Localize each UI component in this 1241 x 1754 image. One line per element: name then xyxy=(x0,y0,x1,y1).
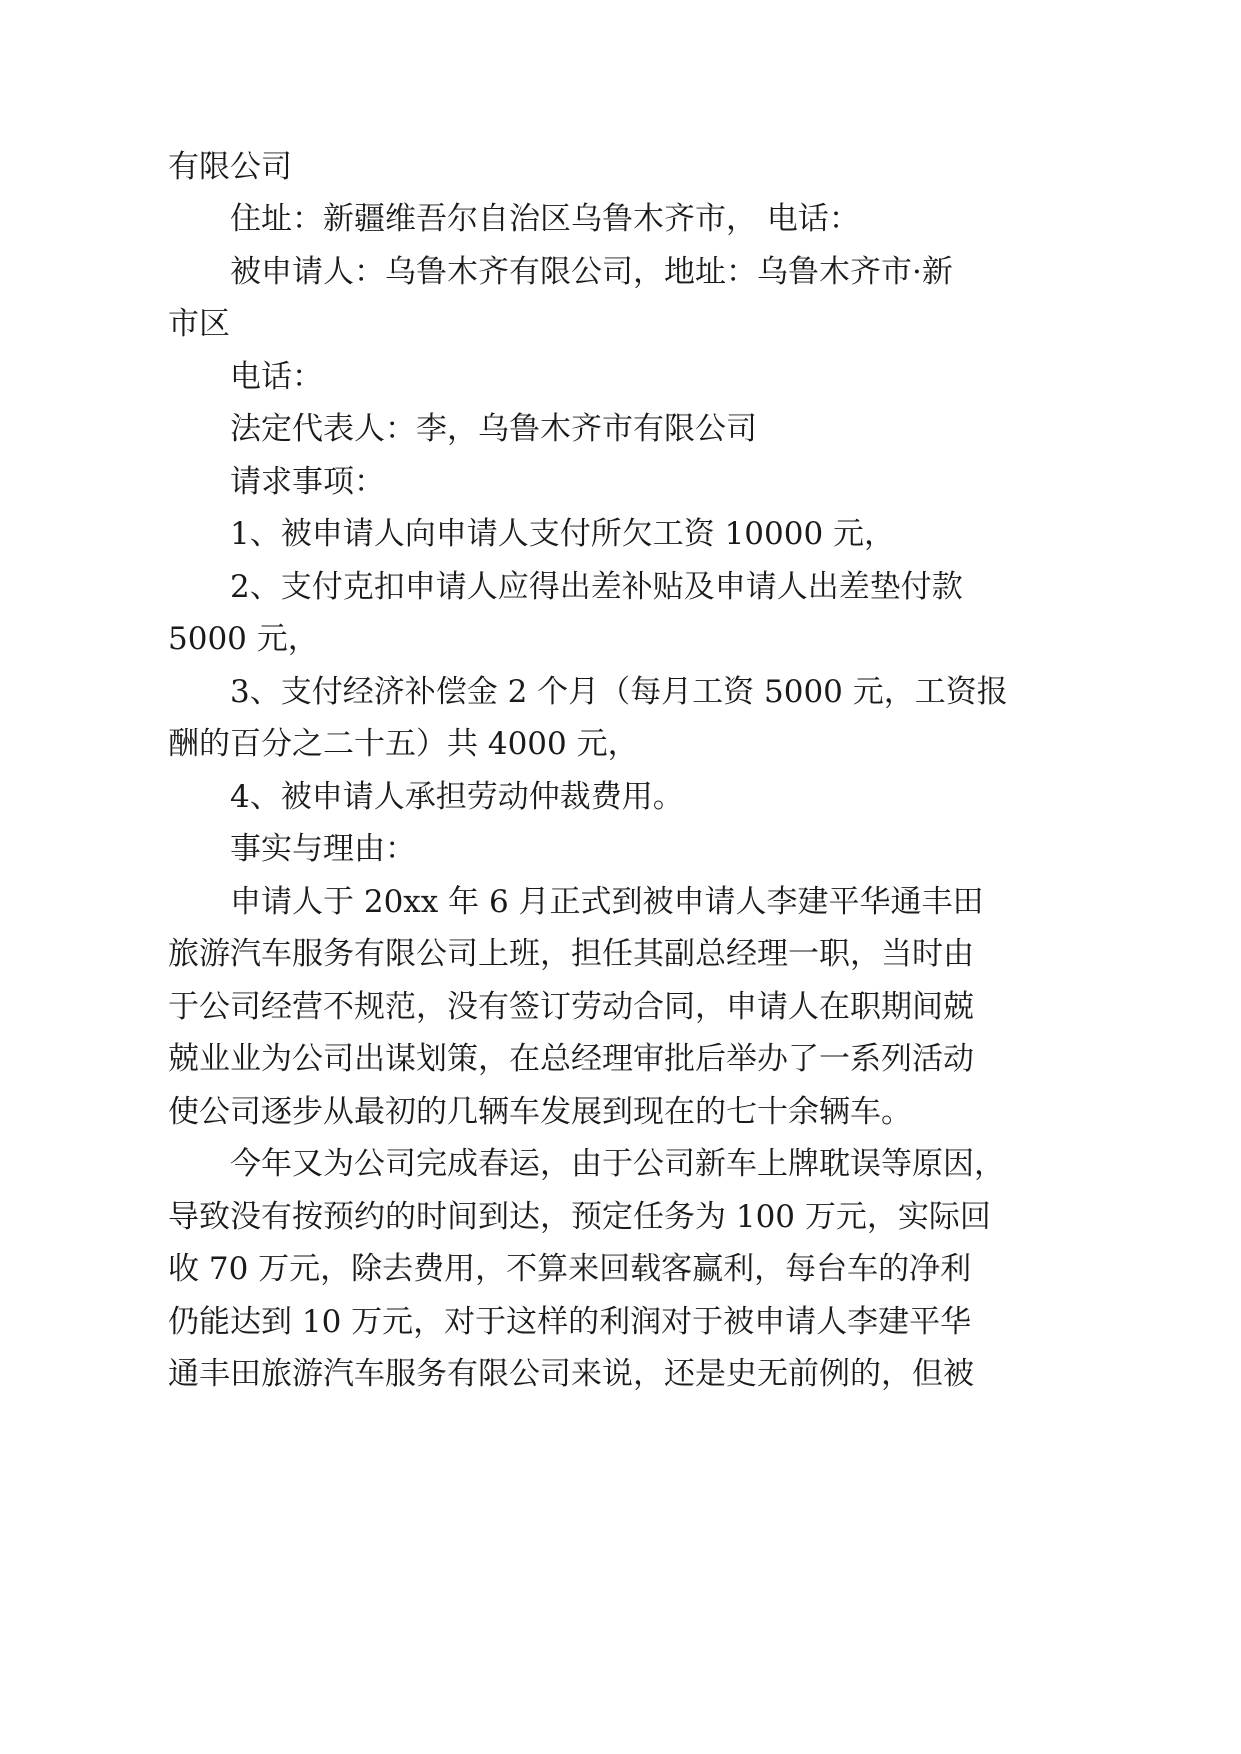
paragraph-line: 使公司逐步从最初的几辆车发展到现在的七十余辆车。 xyxy=(168,1094,912,1130)
paragraph-line: 5000 元， xyxy=(168,621,319,657)
paragraph-line: 今年又为公司完成春运，由于公司新车上牌耽误等原因， xyxy=(230,1146,1005,1182)
paragraph-line: 2、支付克扣申请人应得出差补贴及申请人出差垫付款 xyxy=(230,569,963,605)
paragraph-line: 市区 xyxy=(168,306,230,342)
paragraph-line: 收 70 万元，除去费用，不算来回载客赢利，每台车的净利 xyxy=(168,1251,972,1287)
paragraph-line: 有限公司 xyxy=(168,149,292,185)
paragraph-line: 申请人于 20xx 年 6 月正式到被申请人李建平华通丰田 xyxy=(230,884,984,920)
paragraph-line: 于公司经营不规范，没有签订劳动合同，申请人在职期间兢 xyxy=(168,989,974,1025)
paragraph-line: 导致没有按预约的时间到达，预定任务为 100 万元，实际回 xyxy=(168,1199,991,1235)
paragraph-line: 酬的百分之二十五）共 4000 元， xyxy=(168,726,639,762)
paragraph-line: 请求事项： xyxy=(230,464,385,500)
paragraph-line: 4、被申请人承担劳动仲裁费用。 xyxy=(230,779,684,815)
paragraph-line: 住址：新疆维吾尔自治区乌鲁木齐市， 电话： xyxy=(230,201,860,237)
paragraph-line: 1、被申请人向申请人支付所欠工资 10000 元， xyxy=(230,516,896,552)
paragraph-line: 被申请人：乌鲁木齐有限公司，地址：乌鲁木齐市·新 xyxy=(230,254,953,290)
paragraph-line: 事实与理由： xyxy=(230,831,416,867)
paragraph-line: 旅游汽车服务有限公司上班，担任其副总经理一职，当时由 xyxy=(168,936,974,972)
paragraph-line: 3、支付经济补偿金 2 个月（每月工资 5000 元，工资报 xyxy=(230,674,1008,710)
paragraph-line: 通丰田旅游汽车服务有限公司来说，还是史无前例的，但被 xyxy=(168,1356,974,1392)
paragraph-line: 电话： xyxy=(230,359,323,395)
paragraph-line: 仍能达到 10 万元，对于这样的利润对于被申请人李建平华 xyxy=(168,1304,972,1340)
paragraph-line: 法定代表人：李，乌鲁木齐市有限公司 xyxy=(230,411,757,447)
paragraph-line: 兢业业为公司出谋划策，在总经理审批后举办了一系列活动 xyxy=(168,1041,974,1077)
